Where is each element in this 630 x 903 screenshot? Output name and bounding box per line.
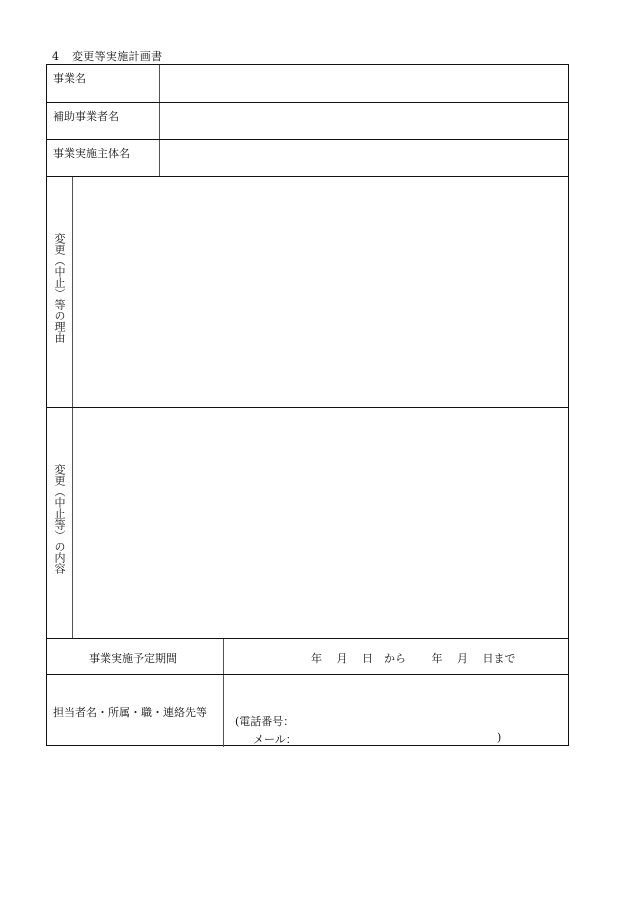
operator-name-divider [159,103,160,139]
contact-label: 担当者名・所属・職・連絡先等 [53,706,207,719]
project-name-divider [159,65,160,102]
period-text: 年 月 日 から 年 月 日まで [311,652,516,665]
implementer-name-label: 事業実施主体名 [53,147,130,160]
mail-label: メール： [253,733,297,746]
row-operator-name [47,103,568,140]
phone-label: (電話番号： [235,715,295,728]
content-divider [72,408,73,638]
reason-divider [72,177,73,407]
reason-label: 変更（中止）等の理由 [53,233,66,343]
row-period [47,639,568,675]
heading-title: 変更等実施計画書 [72,50,163,63]
period-divider [223,639,224,674]
project-name-label: 事業名 [53,72,86,85]
row-implementer-name [47,140,568,177]
contact-close-paren: ) [497,731,502,744]
form-heading [52,48,162,64]
row-content [47,408,568,639]
content-label: 変更（中止等）の内容 [53,464,66,574]
heading-number: 4 [52,50,60,63]
row-contact [47,675,568,747]
period-label: 事業実施予定期間 [89,652,177,665]
operator-name-label: 補助事業者名 [53,110,119,123]
row-project-name [47,65,568,103]
implementer-name-divider [159,140,160,176]
contact-divider [223,675,224,747]
row-reason [47,177,568,408]
change-plan-form [46,64,569,746]
